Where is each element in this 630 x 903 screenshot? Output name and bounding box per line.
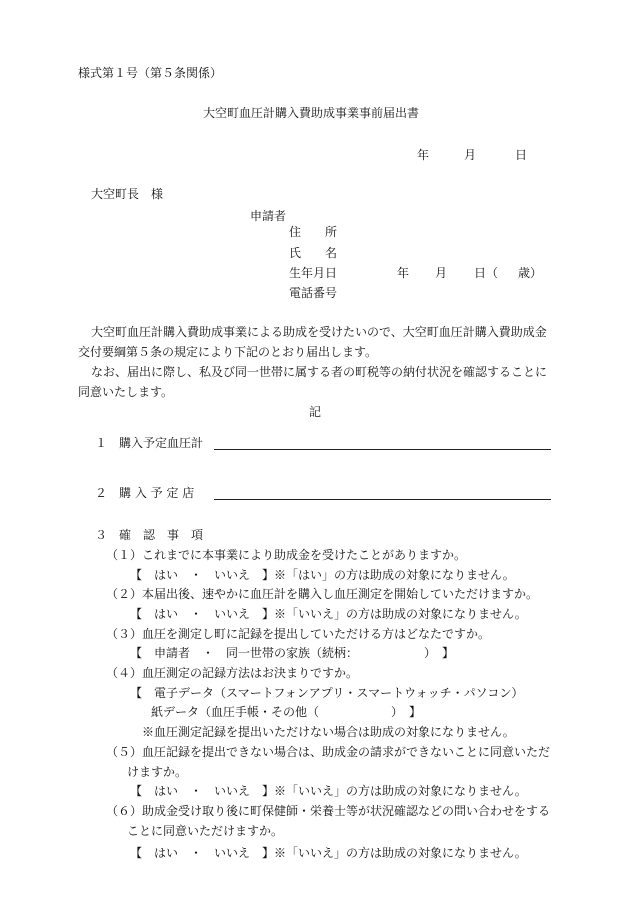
date-month-label: 月 — [464, 148, 477, 162]
applicant-heading: 申請者 — [250, 209, 287, 223]
body-line-4: 同意いたします。 — [78, 385, 174, 399]
birth-day-label: 日（ — [474, 266, 499, 280]
body-line-2: 交付要綱第５条の規定により下記のとおり届出します。 — [78, 345, 378, 359]
question-6-line-1: （６）助成金受け取り後に町保健師・栄養士等が状況確認などの問い合わせをする — [106, 804, 551, 818]
birth-month-label: 月 — [435, 266, 448, 280]
question-5-line-1: （５）血圧記録を提出できない場合は、助成金の請求ができないことに同意いただ — [106, 745, 551, 759]
item-planned-device: １ 購入予定血圧計 — [95, 436, 204, 450]
question-5-answer[interactable]: 【 はい ・ いいえ 】※「いいえ」の方は助成の対象になりません。 — [130, 784, 527, 798]
addressee: 大空町長 様 — [91, 187, 164, 201]
item-planned-store: ２ 購 入 予 定 店 — [95, 486, 195, 500]
question-1-answer[interactable]: 【 はい ・ いいえ 】※「はい」の方は助成の対象になりません。 — [130, 568, 515, 582]
document-title: 大空町血圧計購入費助成事業事前届出書 — [203, 106, 420, 120]
body-line-1: 大空町血圧計購入費助成事業による助成を受けたいので、大空町血圧計購入費助成金 — [91, 325, 547, 339]
question-2: （２）本届出後、速やかに血圧計を購入し血圧測定を開始していただけますか。 — [106, 587, 539, 601]
planned-device-field[interactable] — [214, 449, 551, 450]
birth-year-label: 年 — [397, 266, 410, 280]
question-4-note: ※血圧測定記録を提出いただけない場合は助成の対象になりません。 — [142, 725, 515, 739]
phone-label: 電話番号 — [289, 286, 338, 300]
question-6-line-2: ことに同意いただけますか。 — [127, 824, 284, 838]
question-4-answer-paper[interactable]: 紙データ（血圧手帳・その他（ ） 】 — [151, 705, 422, 719]
question-4-answer-electronic[interactable]: 【 電子データ（スマートフォンアプリ・スマートウォッチ・パソコン） — [130, 686, 524, 700]
body-line-3: なお、届出に際し、私及び同一世帯に属する者の町税等の納付状況を確認することに — [91, 365, 548, 379]
question-2-answer[interactable]: 【 はい ・ いいえ 】※「いいえ」の方は助成の対象になりません。 — [130, 607, 527, 621]
question-6-answer[interactable]: 【 はい ・ いいえ 】※「いいえ」の方は助成の対象になりません。 — [130, 846, 527, 860]
item-confirmation: ３ 確 認 事 項 — [95, 528, 204, 542]
planned-store-field[interactable] — [214, 499, 551, 500]
question-4: （４）血圧測定の記録方法はお決まりですか。 — [106, 666, 359, 680]
question-3-answer[interactable]: 【 申請者 ・ 同一世帯の家族（続柄： ） 】 — [130, 646, 455, 660]
date-day-label: 日 — [515, 148, 528, 162]
question-3: （３）血圧を測定し町に記録を提出していただける方はどなたですか。 — [106, 627, 491, 641]
age-label: 歳） — [518, 266, 543, 280]
ki-heading: 記 — [309, 405, 322, 419]
question-1: （１）これまでに本事業により助成金を受けたことがありますか。 — [106, 548, 467, 562]
form-number: 様式第１号（第５条関係） — [78, 66, 223, 80]
question-5-line-2: けますか。 — [127, 765, 188, 779]
name-label: 氏 名 — [289, 246, 338, 260]
birthdate-label: 生年月日 — [289, 266, 338, 280]
date-year-label: 年 — [417, 148, 430, 162]
address-label: 住 所 — [289, 225, 338, 239]
